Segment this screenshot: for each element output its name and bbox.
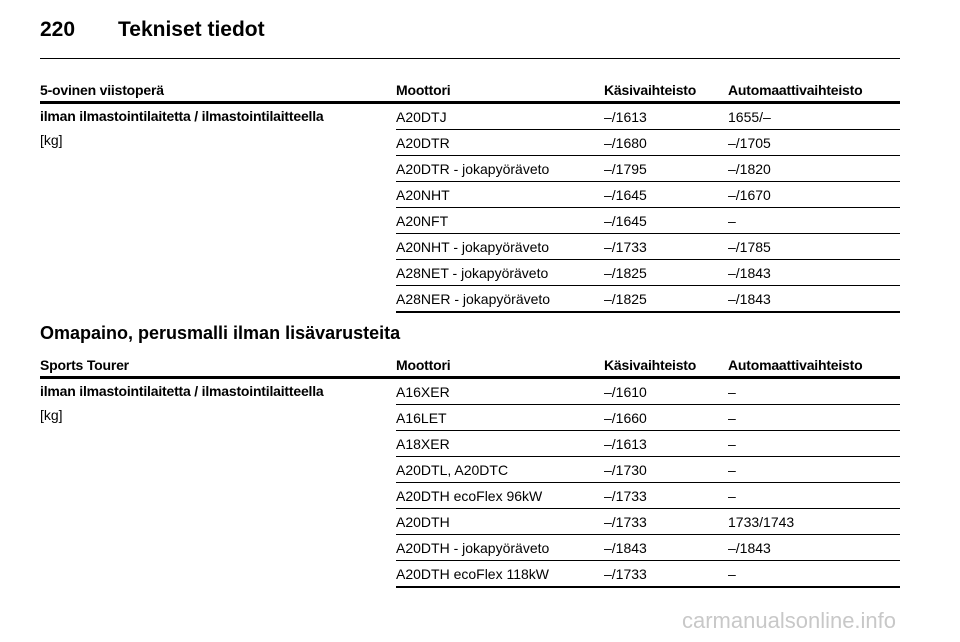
engine-cell: A20DTR [396, 130, 604, 156]
automatic-weight-cell: – [728, 208, 900, 234]
automatic-weight-cell: –/1670 [728, 182, 900, 208]
engine-cell: A28NET - jokapyöräveto [396, 260, 604, 286]
column-header-engine: Moottori [396, 74, 604, 103]
automatic-weight-cell: – [728, 483, 900, 509]
manual-weight-cell: –/1825 [604, 286, 728, 313]
group-cell [40, 378, 396, 588]
manual-weight-cell: –/1733 [604, 561, 728, 588]
manual-weight-cell: –/1645 [604, 208, 728, 234]
engine-cell: A28NER - jokapyöräveto [396, 286, 604, 313]
engine-cell: A20DTJ [396, 103, 604, 130]
manual-weight-cell: –/1610 [604, 378, 728, 405]
manual-weight-cell: –/1730 [604, 457, 728, 483]
column-header-automatic: Automaattivaihteisto [728, 349, 900, 378]
column-header-body-type: 5-ovinen viistoperä [40, 74, 396, 103]
page-number: 220 [40, 18, 76, 41]
column-header-engine: Moottori [396, 349, 604, 378]
manual-weight-cell: –/1843 [604, 535, 728, 561]
table-row [40, 378, 900, 405]
table-row [40, 103, 900, 130]
section-title: Omapaino, perusmalli ilman lisävarusteita [40, 323, 401, 343]
group-label: ilman ilmastointilaitetta / ilmastointilaitteella [40, 108, 324, 124]
engine-cell: A16XER [396, 378, 604, 405]
automatic-weight-cell: –/1820 [728, 156, 900, 182]
manual-weight-cell: –/1795 [604, 156, 728, 182]
column-header-body-type: Sports Tourer [40, 349, 396, 378]
manual-weight-cell: –/1645 [604, 182, 728, 208]
automatic-weight-cell: – [728, 431, 900, 457]
engine-cell: A16LET [396, 405, 604, 431]
table-header-row [40, 349, 900, 378]
group-label: ilman ilmastointilaitetta / ilmastointilaitteella [40, 383, 324, 399]
engine-cell: A20DTH - jokapyöräveto [396, 535, 604, 561]
automatic-weight-cell: –/1705 [728, 130, 900, 156]
automatic-weight-cell: –/1785 [728, 234, 900, 260]
engine-cell: A20DTH ecoFlex 96kW [396, 483, 604, 509]
table-header-row [40, 74, 900, 103]
weight-table-hatchback [40, 74, 900, 313]
manual-weight-cell: –/1613 [604, 103, 728, 130]
engine-cell: A20DTH [396, 509, 604, 535]
column-header-manual: Käsivaihteisto [604, 74, 728, 103]
table-body [40, 103, 900, 313]
engine-cell: A20NHT [396, 182, 604, 208]
automatic-weight-cell: – [728, 405, 900, 431]
table-body [40, 378, 900, 588]
automatic-weight-cell: 1733/1743 [728, 509, 900, 535]
automatic-weight-cell: – [728, 561, 900, 588]
column-header-automatic: Automaattivaihteisto [728, 74, 900, 103]
unit-label: [kg] [40, 407, 63, 423]
page-title: Tekniset tiedot [118, 18, 265, 41]
column-header-manual: Käsivaihteisto [604, 349, 728, 378]
unit-label: [kg] [40, 132, 63, 148]
engine-cell: A20NFT [396, 208, 604, 234]
manual-weight-cell: –/1825 [604, 260, 728, 286]
automatic-weight-cell: –/1843 [728, 535, 900, 561]
automatic-weight-cell: – [728, 378, 900, 405]
manual-weight-cell: –/1680 [604, 130, 728, 156]
automatic-weight-cell: –/1843 [728, 286, 900, 313]
automatic-weight-cell: – [728, 457, 900, 483]
engine-cell: A20DTR - jokapyöräveto [396, 156, 604, 182]
engine-cell: A20NHT - jokapyöräveto [396, 234, 604, 260]
engine-cell: A18XER [396, 431, 604, 457]
manual-weight-cell: –/1733 [604, 509, 728, 535]
manual-weight-cell: –/1613 [604, 431, 728, 457]
engine-cell: A20DTL, A20DTC [396, 457, 604, 483]
header-rule [40, 58, 900, 59]
manual-weight-cell: –/1733 [604, 234, 728, 260]
weight-table-sports-tourer [40, 349, 900, 588]
group-cell [40, 103, 396, 313]
automatic-weight-cell: –/1843 [728, 260, 900, 286]
watermark: carmanualsonline.info [682, 608, 897, 633]
manual-weight-cell: –/1660 [604, 405, 728, 431]
automatic-weight-cell: 1655/– [728, 103, 900, 130]
engine-cell: A20DTH ecoFlex 118kW [396, 561, 604, 588]
manual-weight-cell: –/1733 [604, 483, 728, 509]
